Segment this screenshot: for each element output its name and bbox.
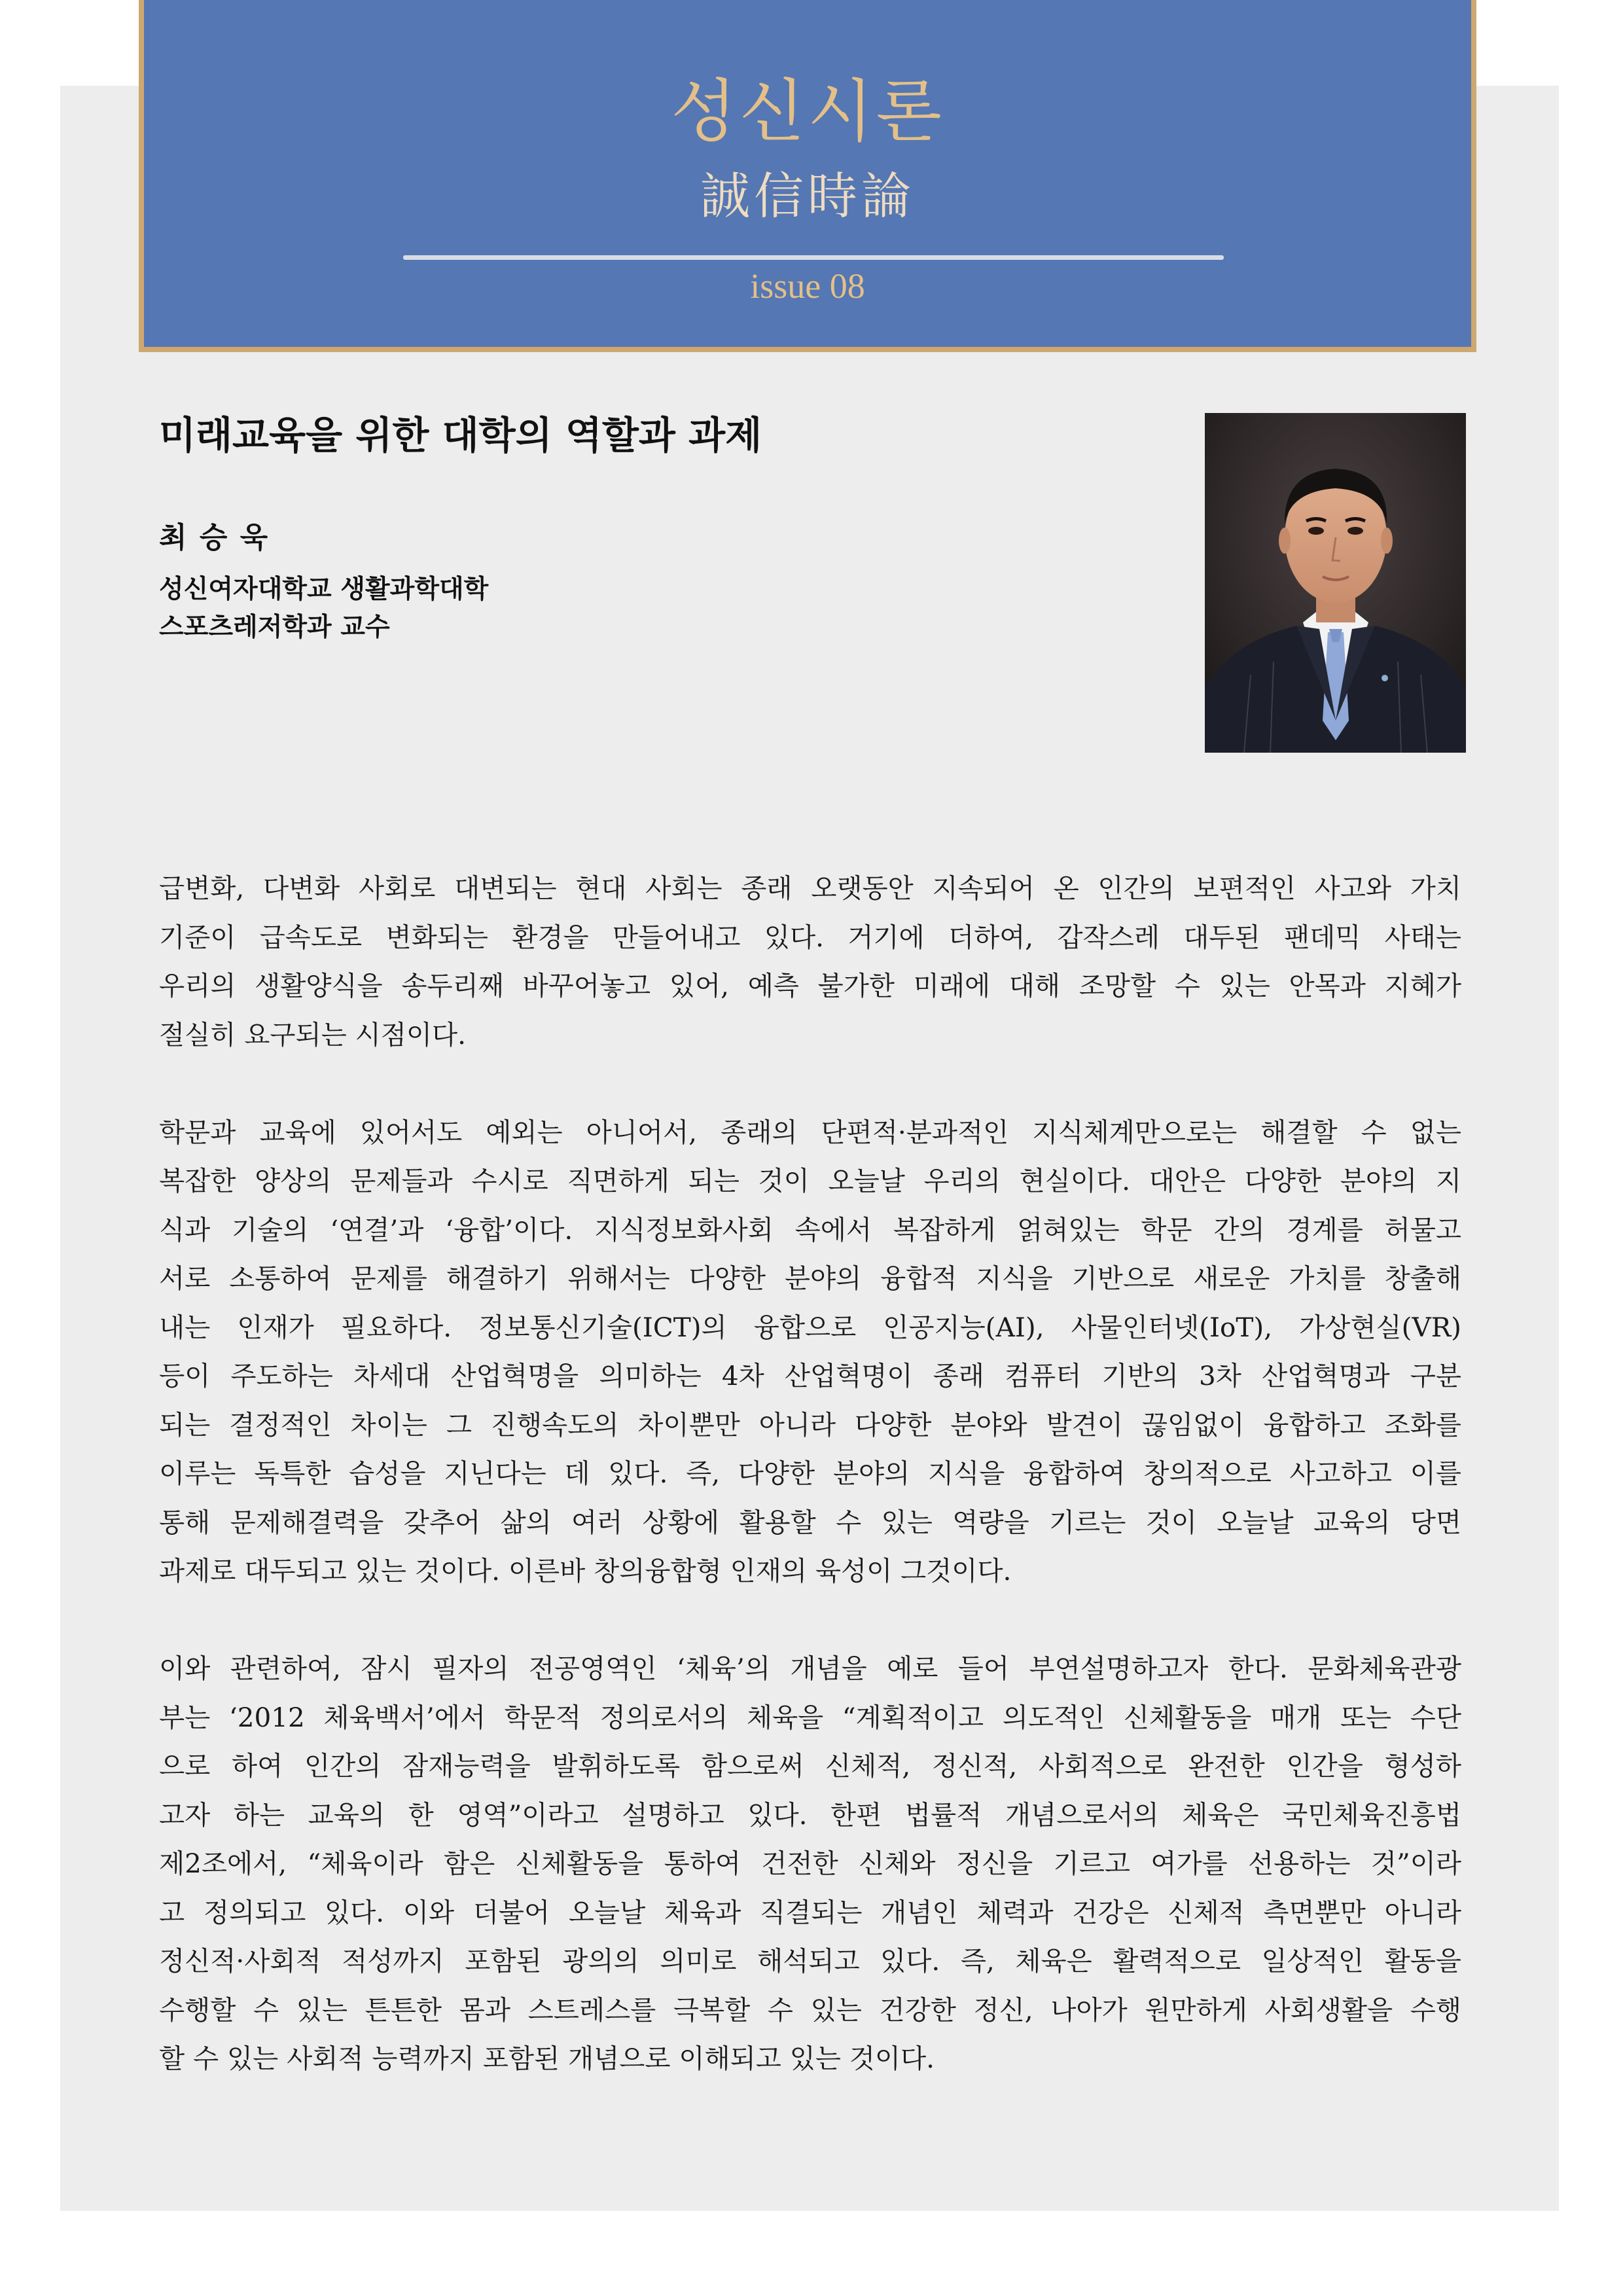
- article-title: 미래교육을 위한 대학의 역할과 과제: [159, 413, 762, 457]
- portrait-image: [1205, 413, 1466, 753]
- paragraph-line: 제2조에서, “체육이라 함은 신체활동을 통하여 건전한 신체와 정신을 기르고 여가를 선용하는 것”이라: [159, 1848, 1461, 1879]
- paragraph-line: 통해 문제해결력을 갖추어 삶의 여러 상황에 활용할 수 있는 역량을 기르는 것이 오늘날 교육의 당면: [159, 1506, 1461, 1538]
- paragraph-line: 복잡한 양상의 문제들과 수시로 직면하게 되는 것이 오늘날 우리의 현실이다. 대안은 다양한 분야의 지: [159, 1165, 1461, 1196]
- paragraph-line: 고자 하는 교육의 한 영역”이라고 설명하고 있다. 한편 법률적 개념으로서의 체육은 국민체육진흥법: [159, 1799, 1461, 1831]
- paragraph-line: 이와 관련하여, 잠시 필자의 전공영역인 ‘체육’의 개념을 예로 들어 부연설명하고자 한다. 문화체육관광: [159, 1653, 1461, 1684]
- paragraph-line: 학문과 교육에 있어서도 예외는 아니어서, 종래의 단편적·분과적인 지식체계만으로는 해결할 수 없는: [159, 1116, 1461, 1148]
- column-banner: [139, 0, 1476, 352]
- banner-divider: [403, 255, 1224, 260]
- paragraph-line: 서로 소통하여 문제를 해결하기 위해서는 다양한 분야의 융합적 지식을 기반으로 새로운 가치를 창출해: [159, 1263, 1461, 1294]
- paragraph-line: 과제로 대두되고 있는 것이다. 이른바 창의융합형 인재의 육성이 그것이다.: [159, 1555, 1012, 1587]
- paragraph-line: 할 수 있는 사회적 능력까지 포함된 개념으로 이해되고 있는 것이다.: [159, 2043, 935, 2074]
- article-body: [159, 864, 1461, 2132]
- author-affiliation-line: 성신여자대학교 생활과학대학: [159, 575, 489, 604]
- paragraph: [159, 1644, 1461, 2083]
- author-affiliation: [159, 571, 488, 647]
- paragraph-line: 등이 주도하는 차세대 산업혁명을 의미하는 4차 산업혁명이 종래 컴퓨터 기반의 3차 산업혁명과 구분: [159, 1360, 1461, 1391]
- paragraph: [159, 864, 1461, 1059]
- paragraph: [159, 1108, 1461, 1596]
- paragraph-line: 내는 인재가 필요하다. 정보통신기술(ICT)의 융합으로 인공지능(AI), 사물인터넷(IoT), 가상현실(VR): [159, 1311, 1461, 1343]
- paragraph-line: 으로 하여 인간의 잠재능력을 발휘하도록 함으로써 신체적, 정신적, 사회적으로 완전한 인간을 형성하: [159, 1750, 1461, 1782]
- issue-number: issue 08: [750, 266, 865, 306]
- paragraph-line: 정신적·사회적 적성까지 포함된 광의의 의미로 해석되고 있다. 즉, 체육은 활력적으로 일상적인 활동을: [159, 1945, 1461, 1977]
- paragraph-line: 되는 결정적인 차이는 그 진행속도의 차이뿐만 아니라 다양한 분야와 발견이 끊임없이 융합하고 조화를: [159, 1408, 1461, 1441]
- author-name: 최 승 욱: [159, 521, 270, 554]
- paragraph-line: 절실히 요구되는 시점이다.: [159, 1018, 466, 1050]
- paragraph-line: 기준이 급속도로 변화되는 환경을 만들어내고 있다. 거기에 더하여, 갑작스레 대두된 팬데믹 사태는: [159, 921, 1461, 953]
- paragraph-line: 식과 기술의 ‘연결’과 ‘융합’이다. 지식정보화사회 속에서 복잡하게 얽혀있는 학문 간의 경계를 허물고: [159, 1213, 1461, 1246]
- author-photo: [1205, 413, 1466, 753]
- paragraph-line: 우리의 생활양식을 송두리째 바꾸어놓고 있어, 예측 불가한 미래에 대해 조망할 수 있는 안목과 지혜가: [159, 970, 1461, 1001]
- paragraph-line: 부는 ‘2012 체육백서’에서 학문적 정의로서의 체육을 “계획적이고 의도적인 신체활동을 매개 또는 수단: [159, 1701, 1461, 1733]
- column-title-hanja: 誠信時論: [700, 167, 915, 225]
- paragraph-line: 고 정의되고 있다. 이와 더불어 오늘날 체육과 직결되는 개념인 체력과 건강은 신체적 측면뿐만 아니라: [159, 1896, 1461, 1928]
- paragraph-line: 급변화, 다변화 사회로 대변되는 현대 사회는 종래 오랫동안 지속되어 온 인간의 보편적인 사고와 가치: [159, 872, 1461, 904]
- paragraph-line: 이루는 독특한 습성을 지닌다는 데 있다. 즉, 다양한 분야의 지식을 융합하여 창의적으로 사고하고 이를: [159, 1458, 1461, 1489]
- column-title: 성신시론: [671, 71, 944, 151]
- author-affiliation-line: 스포츠레저학과 교수: [159, 613, 390, 642]
- paragraph-line: 수행할 수 있는 튼튼한 몸과 스트레스를 극복할 수 있는 건강한 정신, 나아가 원만하게 사회생활을 수행: [159, 1994, 1461, 2026]
